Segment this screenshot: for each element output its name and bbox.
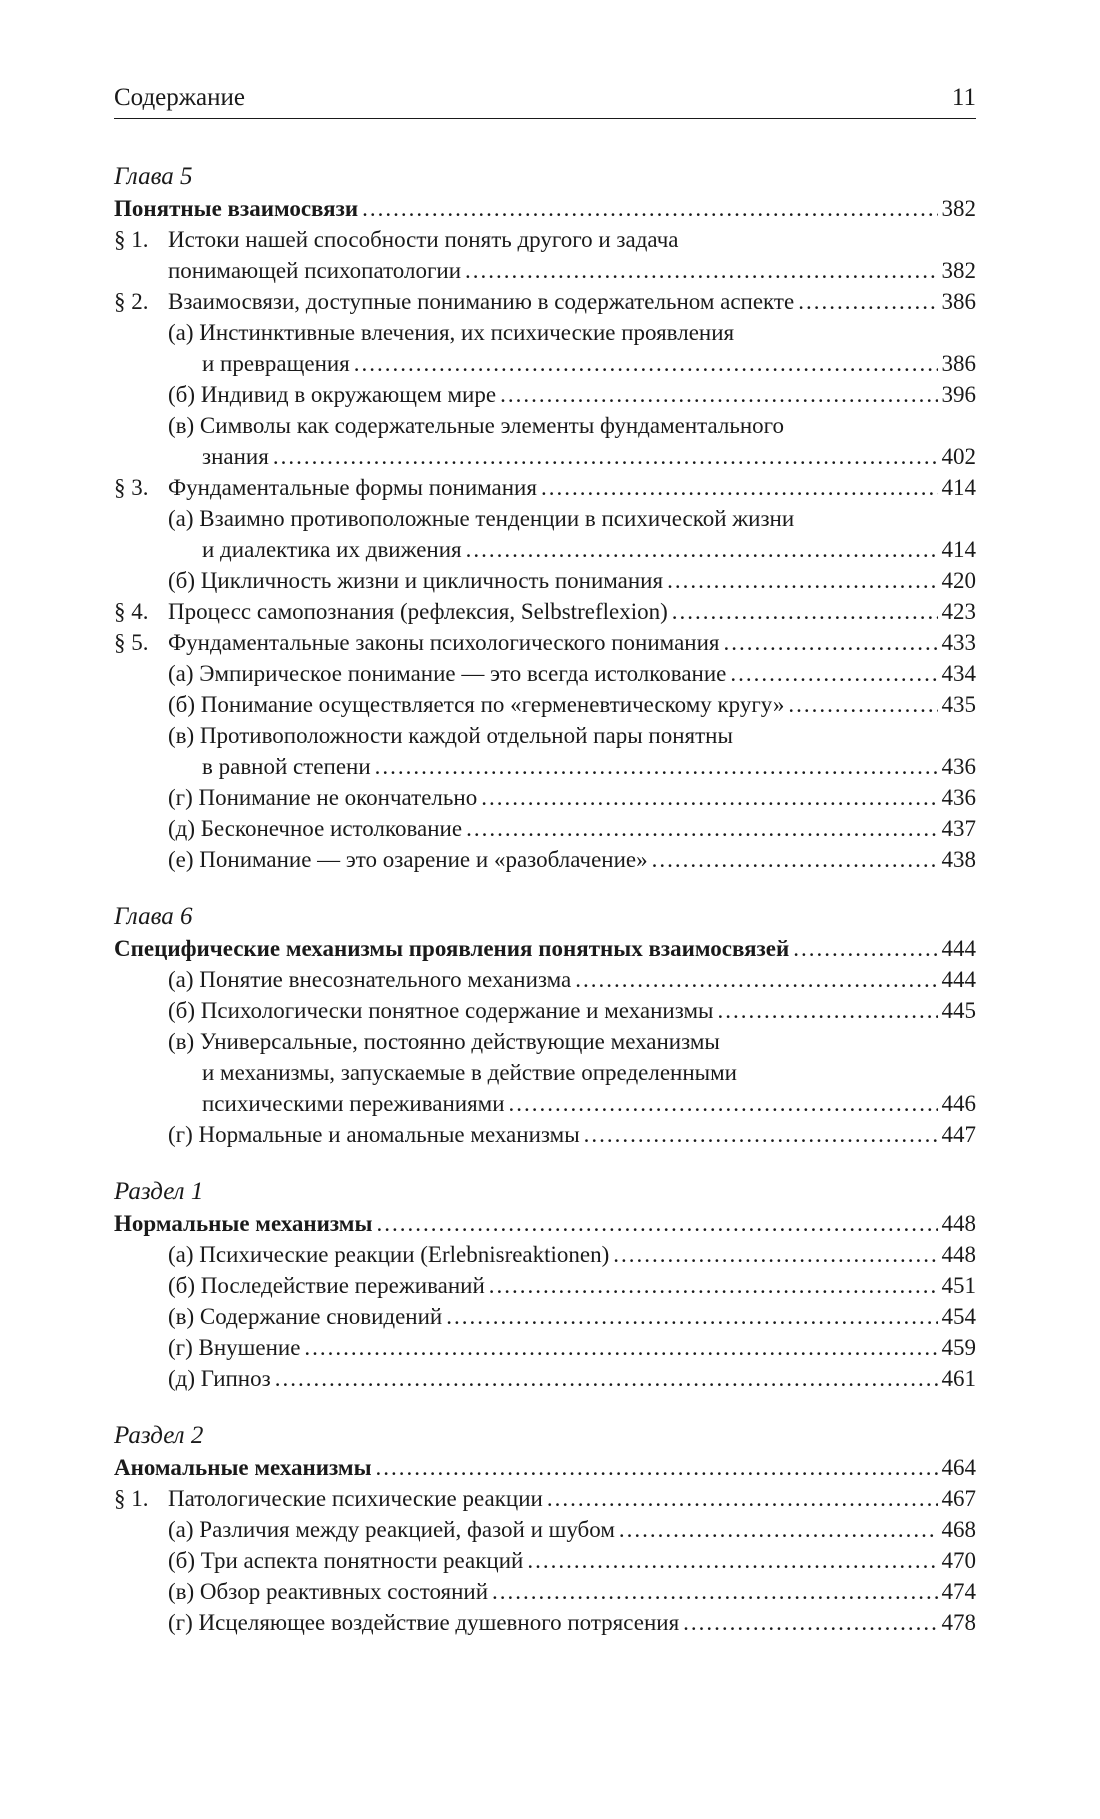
entry-page: 438 (941, 847, 976, 872)
dot-leader (730, 658, 937, 689)
toc-entry[interactable] (114, 782, 976, 813)
dot-leader (717, 995, 937, 1026)
toc-entry[interactable] (114, 995, 976, 1026)
entry-page: 461 (941, 1366, 976, 1391)
entry-text: (д) Гипноз (168, 1366, 271, 1391)
toc-entry[interactable] (114, 1301, 976, 1332)
entry-text: и механизмы, запускаемые в действие определенными (202, 1060, 737, 1085)
dot-leader (667, 565, 937, 596)
dot-leader (375, 751, 938, 782)
toc-entry[interactable] (114, 1607, 976, 1638)
page-number: 11 (951, 84, 976, 111)
entry-text: знания (202, 444, 269, 469)
section-mark: § 4. (114, 599, 149, 624)
entry-text: (б) Последействие переживаний (168, 1273, 485, 1298)
entry-text: (а) Психические реакции (Erlebnisreaktionen) (168, 1242, 610, 1267)
entry-page: 423 (941, 599, 976, 624)
dot-leader (273, 441, 938, 472)
toc-entry-continued[interactable] (114, 1088, 976, 1119)
toc-entry[interactable] (114, 1332, 976, 1363)
dot-leader (575, 964, 937, 995)
entry-page: 414 (941, 537, 976, 562)
section-label: Раздел 2 (114, 1422, 204, 1449)
entry-text: (г) Нормальные и аномальные механизмы (168, 1122, 580, 1147)
toc-entry[interactable] (114, 1363, 976, 1394)
section-mark: § 1. (114, 1486, 149, 1511)
toc-entry[interactable] (114, 410, 976, 441)
running-head (114, 78, 976, 119)
entry-text: (г) Понимание не окончательно (168, 785, 478, 810)
entry-text: Взаимосвязи, доступные пониманию в содержательном аспекте (168, 289, 795, 314)
toc-entry[interactable] (114, 1239, 976, 1270)
entry-page: 478 (941, 1610, 976, 1635)
entry-page: 382 (941, 196, 976, 221)
entry-page: 451 (941, 1273, 976, 1298)
chapter-title: Специфические механизмы проявления понятных взаимосвязей (114, 936, 790, 961)
entry-page: 448 (941, 1211, 976, 1236)
dot-leader (354, 348, 938, 379)
entry-text: (а) Эмпирическое понимание — это всегда истолкование (168, 661, 727, 686)
dot-leader (547, 1483, 938, 1514)
entry-text: (в) Универсальные, постоянно действующие механизмы (168, 1029, 720, 1054)
entry-text: (а) Инстинктивные влечения, их психические проявления (168, 320, 735, 345)
section-mark: § 5. (114, 630, 149, 655)
entry-text: (а) Различия между реакцией, фазой и шубом (168, 1517, 615, 1542)
entry-text: (е) Понимание — это озарение и «разоблачение» (168, 847, 648, 872)
entry-page: 402 (941, 444, 976, 469)
entry-text: (а) Понятие внесознательного механизма (168, 967, 572, 992)
entry-page: 448 (941, 1242, 976, 1267)
dot-leader (672, 596, 938, 627)
dot-leader (619, 1514, 938, 1545)
running-head-title: Содержание (114, 84, 245, 111)
entry-page: 434 (941, 661, 976, 686)
entry-page: 386 (941, 289, 976, 314)
dot-leader (466, 534, 938, 565)
toc-entry[interactable] (114, 472, 976, 503)
toc-entry[interactable] (114, 658, 976, 689)
toc-entry-continued[interactable] (114, 751, 976, 782)
toc-entry-continued[interactable] (114, 441, 976, 472)
entry-page: 420 (941, 568, 976, 593)
toc-entry-continued[interactable] (114, 348, 976, 379)
toc-entry[interactable] (114, 813, 976, 844)
entry-page: 459 (941, 1335, 976, 1360)
dot-leader (584, 1119, 938, 1150)
spacer (114, 1394, 976, 1419)
toc-entry[interactable] (114, 1208, 976, 1239)
entry-text: (в) Обзор реактивных состояний (168, 1579, 489, 1604)
entry-text: Процесс самопознания (рефлексия, Selbstreflexion) (168, 599, 668, 624)
entry-page: 474 (941, 1579, 976, 1604)
entry-page: 382 (941, 258, 976, 283)
section-mark: § 2. (114, 289, 149, 314)
toc-entry[interactable] (114, 844, 976, 875)
entry-page: 437 (941, 816, 976, 841)
toc-entry[interactable] (114, 565, 976, 596)
dot-leader (465, 255, 937, 286)
chapter-title: Понятные взаимосвязи (114, 196, 359, 221)
toc-entry[interactable] (114, 193, 976, 224)
toc-entry-continued[interactable] (114, 255, 976, 286)
entry-page: 445 (941, 998, 976, 1023)
toc-entry[interactable] (114, 1576, 976, 1607)
entry-text: (б) Индивид в окружающем мире (168, 382, 497, 407)
entry-page: 414 (941, 475, 976, 500)
section-label: Раздел 1 (114, 1178, 204, 1205)
toc-entry[interactable] (114, 286, 976, 317)
entry-page: 468 (941, 1517, 976, 1542)
toc-entry[interactable] (114, 596, 976, 627)
toc-entry-continued[interactable] (114, 1057, 976, 1088)
entry-text: в равной степени (202, 754, 371, 779)
toc-entry[interactable] (114, 1514, 976, 1545)
entry-page: 467 (941, 1486, 976, 1511)
dot-leader (509, 1088, 938, 1119)
toc-entry[interactable] (114, 1452, 976, 1483)
dot-leader (481, 782, 937, 813)
toc-entry[interactable] (114, 1545, 976, 1576)
dot-leader (683, 1607, 937, 1638)
toc-entry[interactable] (114, 1026, 976, 1057)
entry-page: 454 (941, 1304, 976, 1329)
dot-leader (362, 193, 937, 224)
entry-page: 436 (941, 754, 976, 779)
entry-page: 436 (941, 785, 976, 810)
entry-text: понимающей психопатологии (168, 258, 462, 283)
entry-text: (д) Бесконечное истолкование (168, 816, 463, 841)
entry-text: (б) Три аспекта понятности реакций (168, 1548, 524, 1573)
spacer (114, 875, 976, 900)
toc-entry[interactable] (114, 503, 976, 534)
entry-text: Патологические психические реакции (168, 1486, 543, 1511)
entry-text: психическими переживаниями (202, 1091, 505, 1116)
entry-page: 386 (941, 351, 976, 376)
entry-text: Фундаментальные формы понимания (168, 475, 537, 500)
entry-page: 447 (941, 1122, 976, 1147)
toc-entry[interactable] (114, 1483, 976, 1514)
entry-page: 433 (941, 630, 976, 655)
toc-entry[interactable] (114, 1270, 976, 1301)
dot-leader (527, 1545, 937, 1576)
dot-leader (376, 1452, 938, 1483)
dot-leader (275, 1363, 938, 1394)
entry-text: (а) Взаимно противоположные тенденции в психической жизни (168, 506, 795, 531)
dot-leader (376, 1208, 937, 1239)
entry-text: (в) Содержание сновидений (168, 1304, 443, 1329)
toc-entry-continued[interactable] (114, 534, 976, 565)
entry-page: 396 (941, 382, 976, 407)
entry-text: (в) Символы как содержательные элементы фундаментального (168, 413, 785, 438)
entry-text: (г) Внушение (168, 1335, 301, 1360)
dot-leader (613, 1239, 937, 1270)
entry-text: и превращения (202, 351, 350, 376)
table-of-contents (114, 160, 976, 1638)
dot-leader (489, 1270, 938, 1301)
dot-leader (652, 844, 938, 875)
dot-leader (793, 933, 937, 964)
toc-entry[interactable] (114, 720, 976, 751)
spacer (114, 1150, 976, 1175)
toc-entry[interactable] (114, 379, 976, 410)
entry-text: и диалектика их движения (202, 537, 462, 562)
entry-text: (б) Цикличность жизни и цикличность понимания (168, 568, 664, 593)
entry-page: 444 (941, 967, 976, 992)
entry-text: (б) Понимание осуществляется по «герменевтическому кругу» (168, 692, 785, 717)
dot-leader (798, 286, 937, 317)
entry-text: (б) Психологически понятное содержание и механизмы (168, 998, 714, 1023)
entry-page: 435 (941, 692, 976, 717)
section-mark: § 1. (114, 227, 149, 252)
dot-leader (466, 813, 937, 844)
dot-leader (500, 379, 937, 410)
section-title: Нормальные механизмы (114, 1211, 373, 1236)
entry-page: 446 (941, 1091, 976, 1116)
entry-page: 444 (941, 936, 976, 961)
dot-leader (304, 1332, 937, 1363)
entry-page: 464 (941, 1455, 976, 1480)
toc-entry[interactable] (114, 224, 976, 255)
dot-leader (788, 689, 937, 720)
toc-entry[interactable] (114, 1119, 976, 1150)
chapter-label: Глава 5 (114, 163, 193, 190)
chapter-label: Глава 6 (114, 903, 193, 930)
dot-leader (723, 627, 937, 658)
toc-entry[interactable] (114, 317, 976, 348)
toc-entry[interactable] (114, 964, 976, 995)
dot-leader (492, 1576, 937, 1607)
entry-page: 470 (941, 1548, 976, 1573)
toc-entry[interactable] (114, 689, 976, 720)
entry-text: (г) Исцеляющее воздействие душевного потрясения (168, 1610, 680, 1635)
section-mark: § 3. (114, 475, 149, 500)
entry-text: Фундаментальные законы психологического понимания (168, 630, 720, 655)
dot-leader (541, 472, 938, 503)
dot-leader (446, 1301, 937, 1332)
entry-text: (в) Противоположности каждой отдельной пары понятны (168, 723, 733, 748)
toc-entry[interactable] (114, 627, 976, 658)
entry-text: Истоки нашей способности понять другого и задача (168, 227, 679, 252)
toc-entry[interactable] (114, 933, 976, 964)
section-title: Аномальные механизмы (114, 1455, 372, 1480)
